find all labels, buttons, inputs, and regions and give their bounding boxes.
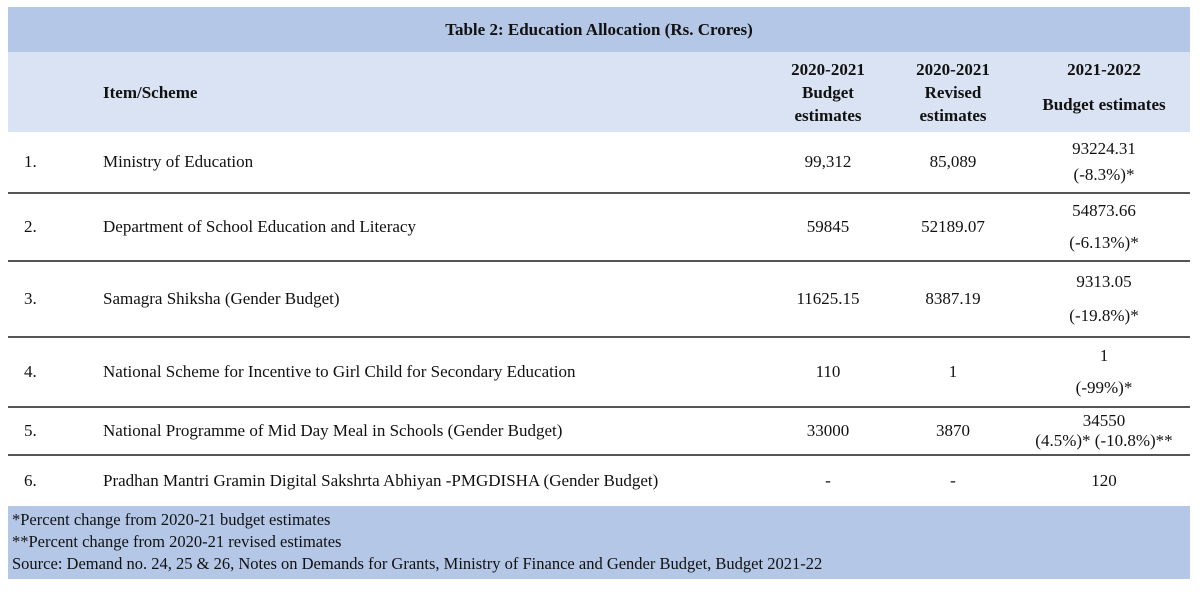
row-number: 2. — [24, 217, 37, 236]
row-budget-2021-value: 93224.31 — [1072, 139, 1136, 158]
header-col-budget-2020-line1: Budget — [802, 83, 854, 102]
table-row — [8, 132, 1190, 194]
row-number: 1. — [24, 152, 37, 171]
table-title-text: Table 2: Education Allocation (Rs. Crores) — [445, 19, 753, 39]
row-budget-2021 — [1018, 132, 1190, 192]
row-budget-2021 — [1018, 456, 1190, 506]
row-number: 4. — [24, 362, 37, 381]
header-col-budget-2021-year: 2021-2022 — [1067, 60, 1141, 79]
header-col-revised-2020-year: 2020-2021 — [916, 60, 990, 79]
row-revised-2020: - — [950, 471, 956, 490]
table-row — [8, 338, 1190, 408]
header-col-revised-2020-line1: Revised — [924, 83, 982, 102]
row-scheme-name: Pradhan Mantri Gramin Digital Sakshrta Abhiyan -PMGDISHA (Gender Budget) — [103, 471, 659, 490]
row-number: 3. — [24, 289, 37, 308]
education-allocation-table — [8, 7, 1190, 579]
table-row — [8, 408, 1190, 456]
table-header — [8, 52, 1190, 132]
row-budget-2021-change: (4.5%)* (-10.8%)** — [1035, 431, 1173, 450]
table-title — [8, 7, 1190, 52]
row-budget-2020: 33000 — [806, 421, 850, 440]
row-budget-2021-change: (-99%)* — [1075, 378, 1133, 397]
row-budget-2021 — [1018, 262, 1190, 336]
row-scheme-name: Ministry of Education — [103, 152, 254, 171]
row-budget-2020: - — [825, 471, 831, 490]
row-revised-2020: 52189.07 — [921, 217, 985, 236]
footnote-budget-change: *Percent change from 2020-21 budget estimates — [12, 510, 331, 529]
row-scheme-name: Department of School Education and Literacy — [103, 217, 416, 236]
header-col-revised-2020 — [898, 58, 1008, 127]
header-col-budget-2021-line1: Budget estimates — [1042, 95, 1166, 114]
row-number: 5. — [24, 421, 37, 440]
row-scheme-name: Samagra Shiksha (Gender Budget) — [103, 289, 340, 308]
row-revised-2020: 85,089 — [929, 152, 977, 171]
header-item-scheme: Item/Scheme — [103, 83, 198, 102]
header-col-budget-2020 — [773, 58, 883, 127]
row-budget-2020: 11625.15 — [796, 289, 860, 308]
header-col-budget-2021 — [1018, 58, 1190, 116]
row-budget-2021-value: 54873.66 — [1072, 201, 1136, 220]
row-scheme-name: National Scheme for Incentive to Girl Child for Secondary Education — [103, 362, 576, 381]
row-revised-2020: 8387.19 — [925, 289, 981, 308]
row-budget-2021 — [1018, 408, 1190, 454]
header-col-budget-2020-line2: estimates — [794, 106, 862, 125]
row-budget-2021-change: (-19.8%)* — [1069, 306, 1139, 325]
row-budget-2020: 59845 — [806, 217, 850, 236]
row-revised-2020: 3870 — [936, 421, 970, 440]
row-budget-2021-change: (-6.13%)* — [1069, 233, 1139, 252]
footnote-revised-change: **Percent change from 2020-21 revised estimates — [12, 532, 342, 551]
table-footnotes — [8, 506, 1190, 579]
row-budget-2020: 99,312 — [804, 152, 852, 171]
row-budget-2021 — [1018, 194, 1190, 260]
row-budget-2021-value: 120 — [1091, 471, 1117, 490]
header-col-revised-2020-line2: estimates — [919, 106, 987, 125]
footnote-source: Source: Demand no. 24, 25 & 26, Notes on Demands for Grants, Ministry of Finance and Gender Budget, Budget 2021-22 — [12, 554, 823, 573]
row-budget-2021-value: 9313.05 — [1076, 272, 1132, 291]
table-row — [8, 262, 1190, 338]
row-number: 6. — [24, 471, 37, 490]
row-budget-2020: 110 — [815, 362, 841, 381]
row-budget-2021-value: 1 — [1099, 346, 1109, 365]
row-scheme-name: National Programme of Mid Day Meal in Schools (Gender Budget) — [103, 421, 563, 440]
table-row — [8, 456, 1190, 506]
header-col-budget-2020-year: 2020-2021 — [791, 60, 865, 79]
row-budget-2021 — [1018, 338, 1190, 406]
row-budget-2021-value: 34550 — [1082, 411, 1126, 430]
row-budget-2021-change: (-8.3%)* — [1073, 165, 1135, 184]
table-row — [8, 194, 1190, 262]
row-revised-2020: 1 — [948, 362, 958, 381]
